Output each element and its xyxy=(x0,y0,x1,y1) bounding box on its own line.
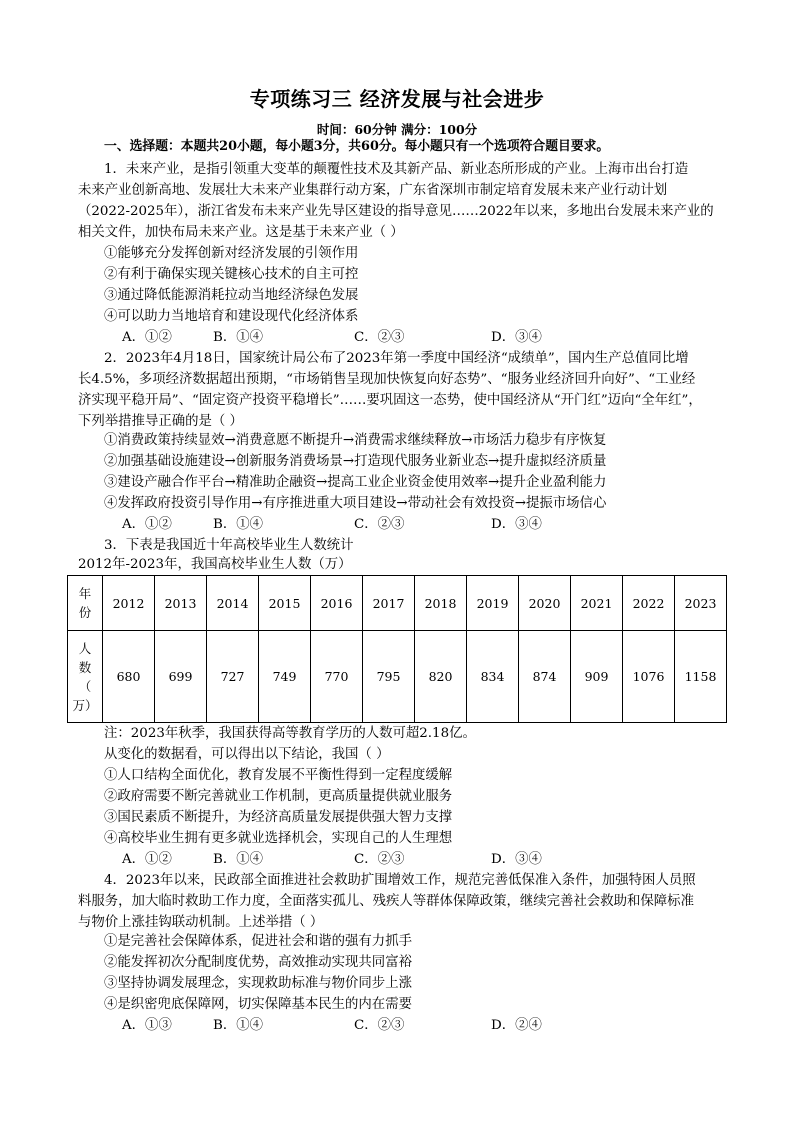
q1-statement: ③通过降低能源消耗拉动当地经济绿色发展 xyxy=(104,288,359,303)
value-header-label: （ xyxy=(78,678,92,694)
page-title: 专项练习三 经济发展与社会进步 xyxy=(249,87,545,111)
q2-line: 济实现平稳开局”、“固定资产投资平稳增长”……要巩固这一态势，使中国经济从“开门红”迈向“全年红”， xyxy=(78,393,702,408)
year-cell: 2023 xyxy=(675,576,727,631)
value-header-label: 数 xyxy=(78,659,92,675)
q3-option-b: B．①④ xyxy=(213,852,264,867)
q2-statement: ②加强基础设施建设→创新服务消费场景→打造现代服务业新业态→提升虚拟经济质量 xyxy=(104,454,607,469)
q1-line: 相关文件，加快布局未来产业。这是基于未来产业（ ） xyxy=(78,225,404,240)
year-cell: 2015 xyxy=(259,576,311,631)
value-cell: 727 xyxy=(207,631,259,723)
value-cell: 770 xyxy=(311,631,363,723)
q3-option-a: A．①② xyxy=(122,852,172,867)
q3-line: 3．下表是我国近十年高校毕业生人数统计 xyxy=(104,538,354,553)
year-header-label: 份 xyxy=(78,605,92,620)
year-cell: 2020 xyxy=(519,576,571,631)
q3-option-c: C．②③ xyxy=(354,852,405,867)
q4-line: 4．2023年以来，民政部全面推进社会救助扩围增效工作，规范完善低保准入条件，加强特困人员照 xyxy=(104,873,696,888)
year-cell: 2014 xyxy=(207,576,259,631)
table-row-values xyxy=(68,631,727,723)
year-cell: 2022 xyxy=(623,576,675,631)
year-cell: 2013 xyxy=(155,576,207,631)
q2-line: 长4.5%，多项经济数据超出预期，“市场销售呈现加快恢复向好态势”、“服务业经济回升向好”、“工业经 xyxy=(78,372,696,387)
q2-statement: ①消费政策持续显效→消费意愿不断提升→消费需求继续释放→市场活力稳步有序恢复 xyxy=(104,433,607,448)
q2-option-a: A．①② xyxy=(122,517,172,532)
q2-statement: ③建设产融合作平台→精准助企融资→提高工业企业资金使用效率→提升企业盈利能力 xyxy=(104,475,607,490)
q1-line: 1．未来产业，是指引领重大变革的颠覆性技术及其新产品、新业态所形成的产业。上海市出台打造 xyxy=(104,162,689,177)
q2-line: 下列举措推导正确的是（ ） xyxy=(78,414,243,429)
q2-option-c: C．②③ xyxy=(354,517,405,532)
q1-line: 未来产业创新高地、发展壮大未来产业集群行动方案，广东省深圳市制定培育发展未来产业行动计划 xyxy=(78,183,668,198)
q3-statement: ③国民素质不断提升，为经济高质量发展提供强大智力支撑 xyxy=(104,810,453,825)
year-cell: 2017 xyxy=(363,576,415,631)
q1-option-d: D．③④ xyxy=(491,330,542,345)
year-header-label: 年 xyxy=(78,586,92,601)
q4-statement: ②能发挥初次分配制度优势，高效推动实现共同富裕 xyxy=(104,955,412,970)
year-cell: 2019 xyxy=(467,576,519,631)
q2-line: 2．2023年4月18日，国家统计局公布了2023年第一季度中国经济“成绩单”，国内生产总值同比增 xyxy=(104,351,689,366)
value-cell: 820 xyxy=(415,631,467,723)
q1-statement: ①能够充分发挥创新对经济发展的引领作用 xyxy=(104,246,359,261)
graduates-table xyxy=(67,575,727,723)
q4-statement: ③坚持协调发展理念，实现救助标准与物价同步上涨 xyxy=(104,976,412,991)
value-header-label: 万） xyxy=(72,697,98,713)
year-header-cell xyxy=(68,576,103,631)
q1-statement: ②有利于确保实现关键核心技术的自主可控 xyxy=(104,267,359,282)
q3-table-caption: 2012年-2023年，我国高校毕业生人数（万） xyxy=(78,557,352,572)
q2-statement: ④发挥政府投资引导作用→有序推进重大项目建设→带动社会有效投资→提振市场信心 xyxy=(104,496,607,511)
q1-statement: ④可以助力当地培育和建设现代化经济体系 xyxy=(104,309,359,324)
value-cell: 749 xyxy=(259,631,311,723)
value-cell: 795 xyxy=(363,631,415,723)
section-heading: 一、选择题：本题共20小题，每小题3分，共60分。每小题只有一个选项符合题目要求。 xyxy=(104,139,610,154)
table-row-years xyxy=(68,576,727,631)
q1-option-a: A．①② xyxy=(122,330,172,345)
q2-option-d: D．③④ xyxy=(491,517,542,532)
q4-statement: ①是完善社会保障体系，促进社会和谐的强有力抓手 xyxy=(104,934,412,949)
q4-option-b: B．①④ xyxy=(213,1018,264,1033)
q1-option-c: C．②③ xyxy=(354,330,405,345)
value-cell: 874 xyxy=(519,631,571,723)
q4-line: 料服务，加大临时救助工作力度，全面落实孤儿、残疾人等群体保障政策，继续完善社会救助和保障标准 xyxy=(78,894,694,909)
q3-statement: ①人口结构全面优化，教育发展不平衡性得到一定程度缓解 xyxy=(104,768,453,783)
value-cell: 909 xyxy=(571,631,623,723)
q3-option-d: D．③④ xyxy=(491,852,542,867)
q3-note: 注：2023年秋季，我国获得高等教育学历的人数可超2.18亿。 xyxy=(104,726,476,741)
q4-statement: ④是织密兜底保障网，切实保障基本民生的内在需要 xyxy=(104,997,412,1012)
q3-statement: ④高校毕业生拥有更多就业选择机会，实现自己的人生理想 xyxy=(104,831,453,846)
q3-stem: 从变化的数据看，可以得出以下结论，我国（ ） xyxy=(104,747,390,762)
value-header-label: 人 xyxy=(78,640,92,656)
value-cell: 1076 xyxy=(623,631,675,723)
q4-option-a: A．①③ xyxy=(122,1018,172,1033)
q1-option-b: B．①④ xyxy=(213,330,264,345)
q3-statement: ②政府需要不断完善就业工作机制，更高质量提供就业服务 xyxy=(104,789,453,804)
year-cell: 2012 xyxy=(103,576,155,631)
q1-line: （2022-2025年），浙江省发布未来产业先导区建设的指导意见……2022年以来，多地出台发展未来产业的 xyxy=(78,204,714,219)
value-cell: 834 xyxy=(467,631,519,723)
value-header-cell xyxy=(68,631,103,723)
year-cell: 2018 xyxy=(415,576,467,631)
q4-option-d: D．②④ xyxy=(491,1018,542,1033)
value-cell: 680 xyxy=(103,631,155,723)
q2-option-b: B．①④ xyxy=(213,517,264,532)
q4-line: 与物价上涨挂钩联动机制。上述举措（ ） xyxy=(78,915,324,930)
year-cell: 2016 xyxy=(311,576,363,631)
value-cell: 699 xyxy=(155,631,207,723)
exam-meta: 时间：60分钟 满分：100分 xyxy=(316,122,478,137)
value-cell: 1158 xyxy=(675,631,727,723)
q4-option-c: C．②③ xyxy=(354,1018,405,1033)
year-cell: 2021 xyxy=(571,576,623,631)
